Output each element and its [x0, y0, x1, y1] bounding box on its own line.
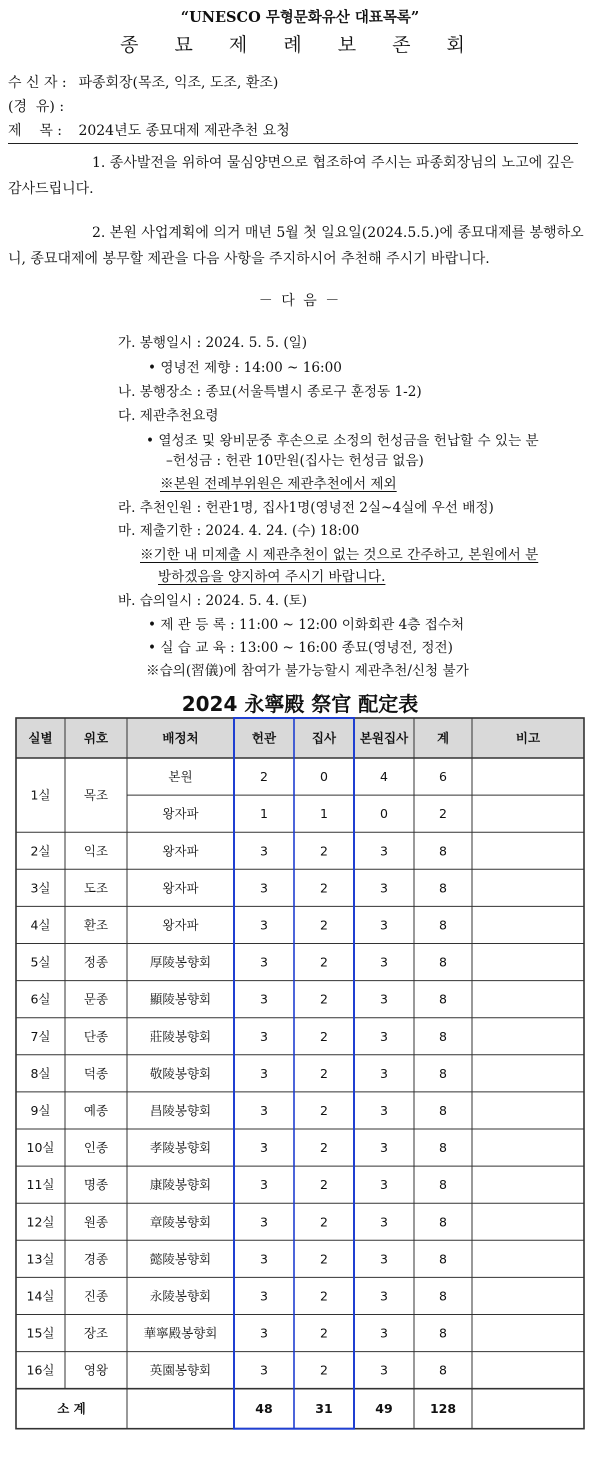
cell-bonwon-jipsa: 4 [380, 769, 388, 785]
cell-ancestor: 진종 [83, 1288, 109, 1304]
cell-jipsa: 2 [320, 1214, 328, 1230]
cell-room: 3실 [30, 880, 51, 896]
cell-assignee: 왕자파 [162, 843, 199, 859]
item-ga: 가. 봉행일시 : 2024. 5. 5. (일) [118, 335, 308, 351]
cell-assignee: 莊陵봉향회 [149, 1028, 212, 1044]
item-ma-note2: 방하겠음을 양지하여 주시기 바랍니다. [158, 569, 386, 585]
cell-ancestor: 정종 [83, 954, 109, 970]
cell-heongwan: 3 [260, 954, 268, 970]
cell-assignee: 華寧殿봉향회 [143, 1325, 218, 1341]
cell-jipsa: 2 [320, 843, 328, 859]
item-ba-sub1: • 제 관 등 록 : 11:00 ~ 12:00 이화회관 4층 접수처 [148, 617, 465, 633]
cell-jipsa: 1 [320, 806, 328, 822]
cell-ancestor: 도조 [83, 880, 109, 896]
cell-jipsa: 2 [320, 1325, 328, 1341]
recipient-label: 수 신 자 : [8, 75, 67, 91]
header-jipsa: 집사 [311, 730, 337, 746]
document-subtitle: “UNESCO 무형문화유산 대표목록” [180, 9, 420, 26]
cell-jipsa: 2 [320, 1251, 328, 1267]
cell-sum: 8 [439, 1362, 447, 1378]
item-ba-sub2: • 실 습 교 육 : 13:00 ~ 16:00 종묘(영녕전, 정전) [148, 640, 453, 656]
cell-bonwon-jipsa: 3 [380, 1251, 388, 1267]
cell-assignee: 왕자파 [162, 917, 199, 933]
recipient-value: 파종회장(목조, 익조, 도조, 환조) [78, 75, 279, 91]
cell-bonwon-jipsa: 3 [380, 880, 388, 896]
da-eum-heading: － 다 음 － [258, 293, 342, 309]
header-ancestor: 위호 [83, 730, 109, 746]
cell-jipsa: 2 [320, 1140, 328, 1156]
cell-ancestor: 예종 [83, 1102, 109, 1118]
cell-heongwan: 3 [260, 1214, 268, 1230]
header-note: 비고 [515, 730, 541, 746]
cell-jipsa: 2 [320, 1362, 328, 1378]
cell-assignee: 英園봉향회 [149, 1362, 212, 1378]
cell-assignee: 永陵봉향회 [149, 1288, 212, 1304]
cell-assignee: 본원 [168, 769, 193, 785]
cell-jipsa: 2 [320, 1288, 328, 1304]
cell-sum: 8 [439, 991, 447, 1007]
cell-bonwon-jipsa: 3 [380, 1065, 388, 1081]
header-bonwon-jipsa: 본원집사 [359, 730, 409, 746]
cell-bonwon-jipsa: 3 [380, 954, 388, 970]
total-jipsa: 31 [315, 1401, 333, 1417]
cell-sum: 8 [439, 1140, 447, 1156]
cell-jipsa: 2 [320, 1102, 328, 1118]
cell-heongwan: 3 [260, 1140, 268, 1156]
item-da: 다. 제관추천요령 [118, 408, 219, 424]
cell-assignee: 敬陵봉향회 [149, 1065, 212, 1081]
item-ra: 라. 추천인원 : 헌관1명, 집사1명(영녕전 2실~4실에 우선 배정) [118, 500, 494, 516]
cell-ancestor: 명종 [83, 1177, 109, 1193]
cell-room: 14실 [26, 1288, 55, 1304]
cell-ancestor: 익조 [83, 843, 109, 859]
cell-bonwon-jipsa: 0 [380, 806, 388, 822]
cell-heongwan: 3 [260, 1288, 268, 1304]
cell-room: 8실 [30, 1065, 51, 1081]
item-na: 나. 봉행장소 : 종묘(서울특별시 종로구 훈정동 1-2) [118, 384, 422, 400]
cell-jipsa: 2 [320, 1065, 328, 1081]
cell-assignee: 왕자파 [162, 880, 199, 896]
cell-bonwon-jipsa: 3 [380, 843, 388, 859]
total-row-bg [16, 1389, 584, 1429]
cell-assignee: 康陵봉향회 [149, 1177, 212, 1193]
cell-ancestor: 단종 [83, 1028, 109, 1044]
cell-heongwan: 3 [260, 843, 268, 859]
cell-bonwon-jipsa: 3 [380, 1288, 388, 1304]
cell-assignee: 孝陵봉향회 [149, 1140, 212, 1156]
cell-ancestor: 덕종 [83, 1065, 109, 1081]
total-bonwon-jipsa: 49 [375, 1401, 393, 1417]
cell-jipsa: 2 [320, 1177, 328, 1193]
total-sum: 128 [429, 1401, 457, 1417]
cell-room: 16실 [26, 1362, 55, 1378]
cell-assignee: 懿陵봉향회 [149, 1251, 212, 1267]
cell-sum: 8 [439, 880, 447, 896]
cell-bonwon-jipsa: 3 [380, 1140, 388, 1156]
cell-heongwan: 3 [260, 991, 268, 1007]
item-ma-note1: ※기한 내 미제출 시 제관추천이 없는 것으로 간주하고, 본원에서 분 [140, 547, 539, 563]
cell-ancestor: 경종 [83, 1251, 109, 1267]
cell-heongwan: 3 [260, 1102, 268, 1118]
cell-ancestor: 원종 [83, 1214, 109, 1230]
cell-bonwon-jipsa: 3 [380, 1102, 388, 1118]
via-label: (경 유) : [8, 99, 65, 115]
cell-ancestor: 환조 [83, 917, 109, 933]
cell-heongwan: 1 [260, 806, 268, 822]
item-da-sub2: –헌성금 : 헌관 10만원(집사는 헌성금 없음) [166, 453, 424, 469]
cell-ancestor: 문종 [83, 991, 109, 1007]
cell-sum: 8 [439, 1325, 447, 1341]
cell-jipsa: 2 [320, 1028, 328, 1044]
cell-ancestor: 목조 [83, 787, 109, 803]
item-da-note: ※본원 전례부위원은 제관추천에서 제외 [160, 476, 397, 492]
cell-room: 10실 [26, 1140, 55, 1156]
paragraph-2-text: 2. 본원 사업계획에 의거 매년 5월 첫 일요일(2024.5.5.)에 종묘대제를 봉행하오니, 종묘대제에 봉무할 제관을 다음 사항을 주지하시어 추천해 주시기 바랍니다. [8, 225, 584, 267]
subject-value: 2024년도 종묘대제 제관추천 요청 [78, 123, 290, 139]
table-title: 2024 永寧殿 祭官 配定表 [181, 692, 419, 716]
cell-sum: 2 [439, 806, 447, 822]
cell-heongwan: 3 [260, 1251, 268, 1267]
header-assignee: 배정처 [162, 730, 199, 746]
total-label: 소 계 [57, 1401, 86, 1417]
cell-heongwan: 2 [260, 769, 268, 785]
cell-room: 12실 [26, 1214, 55, 1230]
cell-room: 11실 [26, 1177, 55, 1193]
cell-sum: 8 [439, 917, 447, 933]
cell-room: 15실 [26, 1325, 55, 1341]
cell-bonwon-jipsa: 3 [380, 917, 388, 933]
cell-bonwon-jipsa: 3 [380, 991, 388, 1007]
subject-label: 제 목 : [8, 123, 63, 139]
item-ma: 마. 제출기한 : 2024. 4. 24. (수) 18:00 [118, 523, 360, 539]
cell-jipsa: 2 [320, 991, 328, 1007]
cell-room: 5실 [30, 954, 51, 970]
total-heongwan: 48 [255, 1401, 273, 1417]
cell-heongwan: 3 [260, 1177, 268, 1193]
cell-room: 4실 [30, 917, 51, 933]
cell-sum: 8 [439, 1102, 447, 1118]
cell-sum: 6 [439, 769, 447, 785]
cell-heongwan: 3 [260, 1028, 268, 1044]
cell-ancestor: 장조 [83, 1325, 109, 1341]
organization-name: 종 묘 제 례 보 존 회 [120, 34, 480, 56]
cell-jipsa: 2 [320, 954, 328, 970]
item-ba: 바. 습의일시 : 2024. 5. 4. (토) [118, 593, 308, 609]
cell-room: 6실 [30, 991, 51, 1007]
cell-jipsa: 0 [320, 769, 328, 785]
paragraph-1-text: 1. 종사발전을 위하여 물심양면으로 협조하여 주시는 파종회장님의 노고에 깊은 감사드립니다. [8, 155, 574, 197]
cell-sum: 8 [439, 1214, 447, 1230]
header-heongwan: 헌관 [251, 730, 277, 746]
cell-ancestor: 인종 [83, 1140, 109, 1156]
cell-assignee: 왕자파 [162, 806, 199, 822]
cell-jipsa: 2 [320, 917, 328, 933]
cell-sum: 8 [439, 843, 447, 859]
cell-assignee: 厚陵봉향회 [149, 954, 212, 970]
cell-bonwon-jipsa: 3 [380, 1177, 388, 1193]
cell-bonwon-jipsa: 3 [380, 1214, 388, 1230]
cell-room: 1실 [30, 787, 51, 803]
cell-sum: 8 [439, 1065, 447, 1081]
cell-assignee: 章陵봉향회 [149, 1214, 212, 1230]
cell-sum: 8 [439, 1251, 447, 1267]
cell-assignee: 昌陵봉향회 [149, 1102, 212, 1118]
cell-heongwan: 3 [260, 1325, 268, 1341]
cell-room: 7실 [30, 1028, 51, 1044]
cell-ancestor: 영왕 [83, 1362, 109, 1378]
cell-room: 9실 [30, 1102, 51, 1118]
cell-sum: 8 [439, 1288, 447, 1304]
cell-heongwan: 3 [260, 880, 268, 896]
cell-room: 13실 [26, 1251, 55, 1267]
cell-heongwan: 3 [260, 1065, 268, 1081]
header-room: 실별 [28, 730, 53, 746]
cell-sum: 8 [439, 1028, 447, 1044]
cell-room: 2실 [30, 843, 51, 859]
cell-heongwan: 3 [260, 917, 268, 933]
cell-bonwon-jipsa: 3 [380, 1028, 388, 1044]
item-da-sub1: • 열성조 및 왕비문중 후손으로 소정의 헌성금을 헌납할 수 있는 분 [146, 433, 539, 449]
cell-sum: 8 [439, 954, 447, 970]
item-ba-note: ※습의(習儀)에 참여가 불가능할시 제관추천/신청 불가 [146, 663, 469, 679]
cell-heongwan: 3 [260, 1362, 268, 1378]
cell-jipsa: 2 [320, 880, 328, 896]
cell-assignee: 顯陵봉향회 [149, 991, 212, 1007]
header-sum: 계 [436, 730, 450, 746]
cell-bonwon-jipsa: 3 [380, 1325, 388, 1341]
cell-sum: 8 [439, 1177, 447, 1193]
item-ga-sub: • 영녕전 제향 : 14:00 ~ 16:00 [148, 360, 342, 376]
cell-bonwon-jipsa: 3 [380, 1362, 388, 1378]
